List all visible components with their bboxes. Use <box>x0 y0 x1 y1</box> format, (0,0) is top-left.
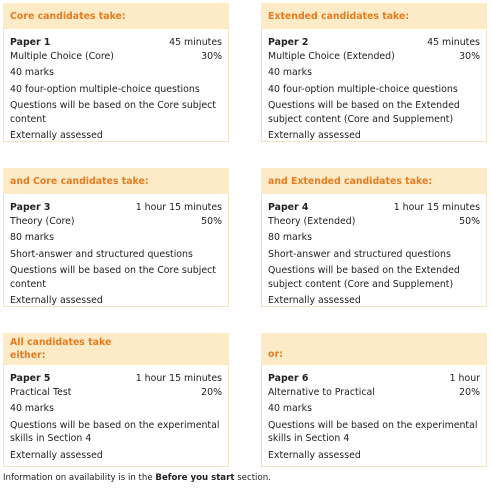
paper-weight: 30% <box>201 50 222 62</box>
box-header <box>261 333 487 365</box>
box-header: and Extended candidates take: <box>261 168 487 194</box>
paper-basis-line2: content <box>10 113 46 125</box>
paper-duration: 1 hour 15 minutes <box>393 202 480 213</box>
paper-basis-line1: Questions will be based on the experimental <box>268 419 478 431</box>
paper-description: 40 four-option multiple-choice questions <box>10 83 200 95</box>
paper-basis-line1: Questions will be based on the Core subject <box>10 265 216 276</box>
paper-basis-line1: Questions will be based on the Extended <box>268 265 460 276</box>
paper-duration: 1 hour 15 minutes <box>135 202 222 213</box>
paper-weight: 20% <box>459 386 480 398</box>
availability-note <box>3 473 271 483</box>
paper-name: Paper 4 <box>268 202 309 213</box>
paper-description: Short-answer and structured questions <box>10 248 193 260</box>
box-header: Core candidates take: <box>3 3 229 29</box>
paper-marks: 40 marks <box>268 67 312 78</box>
paper-6-box <box>261 333 487 467</box>
paper-type: Practical Test <box>10 386 72 398</box>
paper-weight: 30% <box>459 50 480 62</box>
paper-weight: 50% <box>459 215 480 227</box>
box-header: Extended candidates take: <box>261 3 487 29</box>
paper-3-box <box>3 168 229 307</box>
paper-weight: 20% <box>201 386 222 398</box>
paper-basis-line1: Questions will be based on the experimental <box>10 419 220 431</box>
paper-marks: 80 marks <box>268 232 312 243</box>
box-header <box>3 333 229 365</box>
paper-assessment: Externally assessed <box>10 449 103 461</box>
footer-suffix: section. <box>234 473 271 483</box>
box-header-text: or: <box>268 349 283 360</box>
paper-marks: 80 marks <box>10 232 54 243</box>
paper-assessment: Externally assessed <box>10 130 103 141</box>
paper-duration: 1 hour 15 minutes <box>135 373 222 384</box>
paper-basis-line2: skills in Section 4 <box>268 433 350 444</box>
paper-2-box <box>261 3 487 142</box>
paper-assessment: Externally assessed <box>10 295 103 306</box>
footer-prefix: Information on availability is in the <box>3 473 156 483</box>
paper-4-box <box>261 168 487 307</box>
paper-weight: 50% <box>201 215 222 227</box>
box-header-line2: either: <box>10 350 46 361</box>
paper-assessment: Externally assessed <box>268 295 361 306</box>
paper-name: Paper 2 <box>268 37 309 48</box>
paper-type: Theory (Core) <box>10 215 75 227</box>
paper-basis-line2: skills in Section 4 <box>10 433 92 444</box>
paper-description: 40 four-option multiple-choice questions <box>268 83 458 95</box>
paper-marks: 40 marks <box>10 403 54 414</box>
paper-marks: 40 marks <box>268 403 312 414</box>
paper-type: Multiple Choice (Core) <box>10 50 114 62</box>
paper-name: Paper 3 <box>10 202 51 213</box>
paper-basis-line2: subject content (Core and Supplement) <box>268 113 454 125</box>
paper-name: Paper 6 <box>268 373 309 384</box>
paper-type: Theory (Extended) <box>268 215 356 227</box>
paper-basis-line1: Questions will be based on the Core subject <box>10 100 216 111</box>
paper-name: Paper 1 <box>10 37 51 48</box>
footer-link-text: Before you start <box>155 473 235 483</box>
box-header-line1: All candidates take <box>10 337 112 348</box>
paper-basis-line2: content <box>10 278 46 290</box>
paper-assessment: Externally assessed <box>268 449 361 461</box>
paper-type: Alternative to Practical <box>268 386 375 398</box>
paper-5-box <box>3 333 229 467</box>
paper-type: Multiple Choice (Extended) <box>268 50 395 62</box>
paper-1-box <box>3 3 229 142</box>
paper-name: Paper 5 <box>10 373 51 384</box>
paper-basis-line2: subject content (Core and Supplement) <box>268 278 454 290</box>
paper-duration: 1 hour <box>449 373 480 384</box>
paper-basis-line1: Questions will be based on the Extended <box>268 100 460 111</box>
box-header: and Core candidates take: <box>3 168 229 194</box>
paper-duration: 45 minutes <box>169 37 222 48</box>
paper-description: Short-answer and structured questions <box>268 248 451 260</box>
paper-marks: 40 marks <box>10 67 54 78</box>
paper-assessment: Externally assessed <box>268 130 361 141</box>
paper-duration: 45 minutes <box>427 37 480 48</box>
